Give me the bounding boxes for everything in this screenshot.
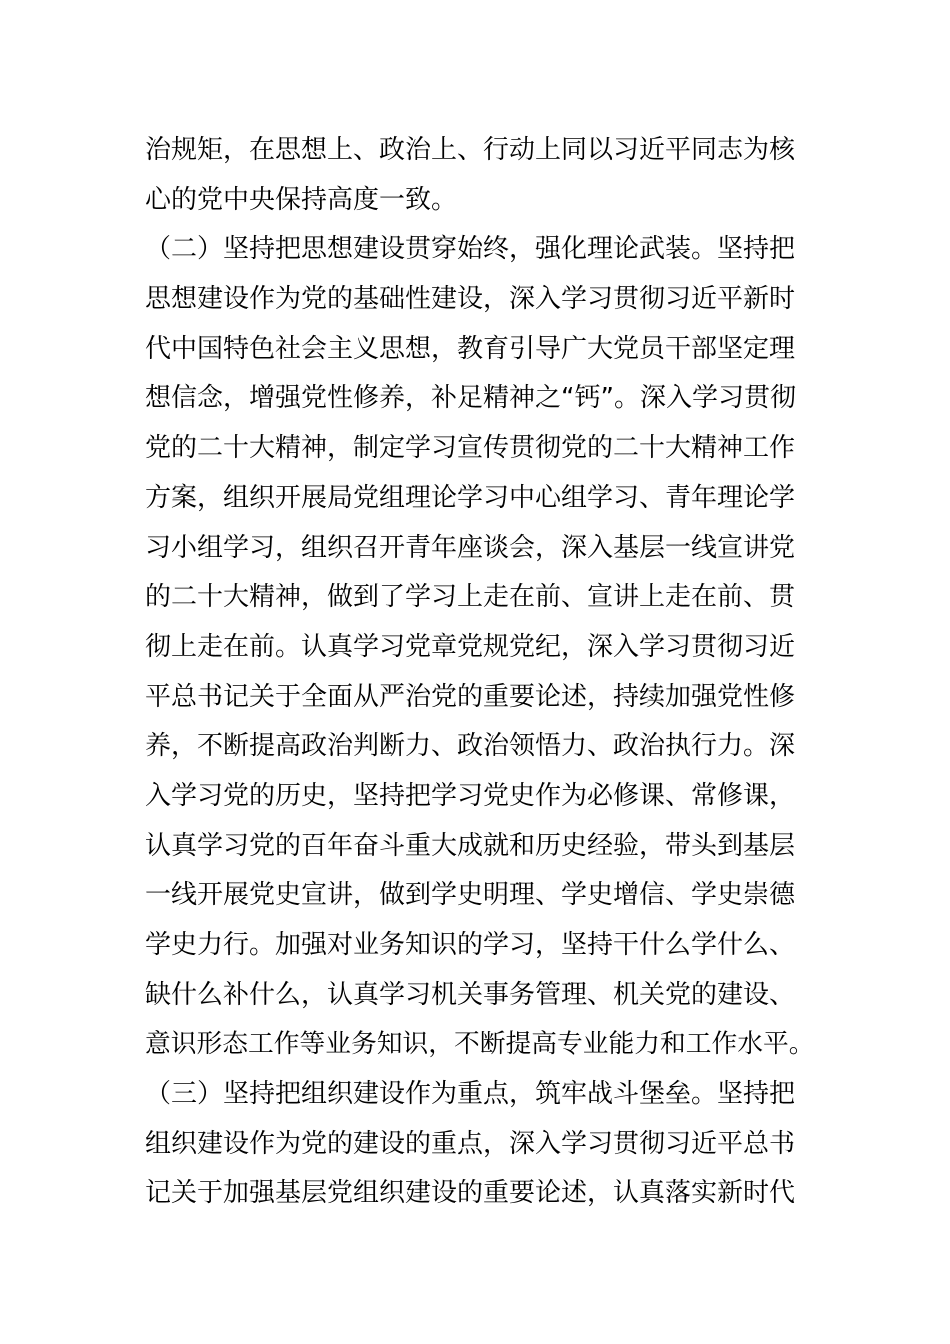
- text-line: 想信念，增强党性修养，补足精神之“钙”。深入学习贯彻: [145, 383, 796, 414]
- text-line: 学史力行。加强对业务知识的学习，坚持干什么学什么、: [145, 930, 796, 960]
- text-line: 一线开展党史宣讲，做到学史明理、学史增信、学史崇德: [145, 880, 796, 911]
- text-line: 组织建设作为党的建设的重点，深入学习贯彻习近平总书: [145, 1128, 796, 1159]
- text-line: 彻上走在前。认真学习党章党规党纪，深入学习贯彻习近: [145, 631, 796, 662]
- text-line: 缺什么补什么，认真学习机关事务管理、机关党的建设、: [145, 979, 796, 1010]
- section-heading-line: （三）坚持把组织建设作为重点，筑牢战斗堡垒。坚持把: [145, 1079, 796, 1110]
- text-line: 方案，组织开展局党组理论学习中心组学习、青年理论学: [145, 482, 796, 513]
- text-line: 平总书记关于全面从严治党的重要论述，持续加强党性修: [145, 681, 796, 712]
- text-line: 养，不断提高政治判断力、政治领悟力、政治执行力。深: [145, 731, 796, 762]
- body-text: [145, 126, 815, 1219]
- text-line: 代中国特色社会主义思想，教育引导广大党员干部坚定理: [145, 333, 796, 364]
- text-line: 习小组学习，组织召开青年座谈会，深入基层一线宣讲党: [145, 532, 796, 563]
- text-line: 意识形态工作等业务知识，不断提高专业能力和工作水平。: [145, 1029, 815, 1060]
- text-line: 党的二十大精神，制定学习宣传贯彻党的二十大精神工作: [145, 433, 796, 464]
- text-line: 治规矩，在思想上、政治上、行动上同以习近平同志为核: [145, 135, 796, 165]
- text-line: 入学习党的历史，坚持把学习党史作为必修课、常修课，: [145, 780, 796, 811]
- text-line: 记关于加强基层党组织建设的重要论述，认真落实新时代: [145, 1178, 796, 1209]
- text-line: 思想建设作为党的基础性建设，深入学习贯彻习近平新时: [145, 284, 796, 315]
- text-line: 的二十大精神，做到了学习上走在前、宣讲上走在前、贯: [145, 582, 796, 613]
- text-line: 心的党中央保持高度一致。: [145, 184, 458, 215]
- section-heading-line: （二）坚持把思想建设贯穿始终，强化理论武装。坚持把: [145, 234, 796, 265]
- text-line: 认真学习党的百年奋斗重大成就和历史经验，带头到基层: [145, 830, 796, 861]
